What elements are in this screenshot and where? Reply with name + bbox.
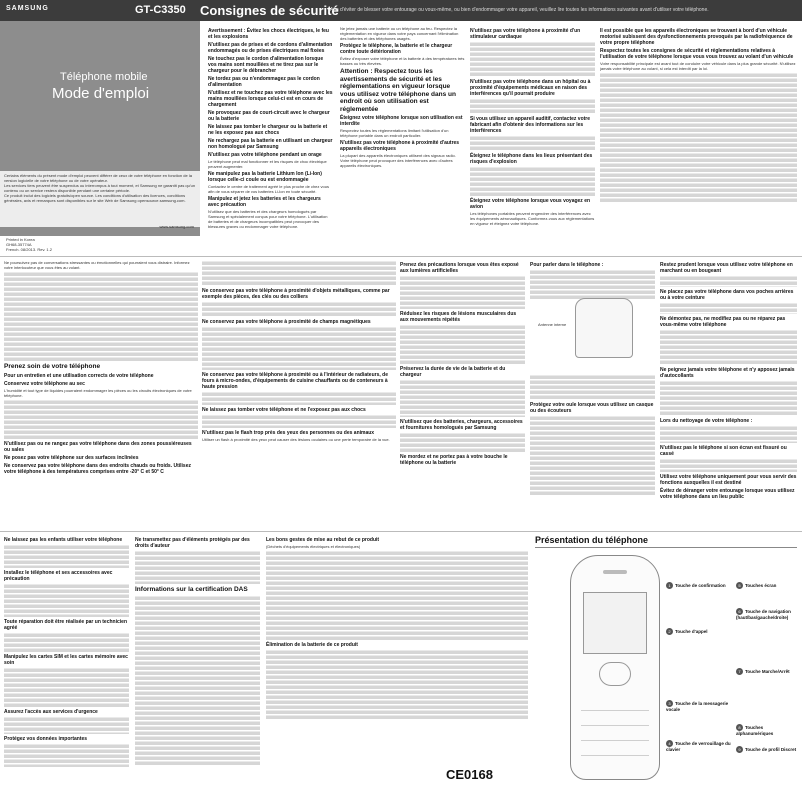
section-heading: Ne rechargez pas la batterie en utilisant un chargeur non homologué par Samsung — [208, 138, 333, 150]
section-heading: Prenez soin de votre téléphone — [4, 363, 101, 370]
section-heading: Ne tordez pas ou n'endommagez pas le cordon d'alimentation — [208, 76, 320, 88]
callout-item — [666, 628, 736, 635]
section-body: Utiliser un flash à proximité des yeux peut causer des lésions oculaires ou une perte temporaire de la vue. — [202, 437, 390, 442]
section-heading: Utilisez votre téléphone uniquement pour vous servir des fonctions auxquelles il est destiné — [660, 474, 797, 486]
section-body: L'humidité et tout type de liquides pourraient endommager les pièces ou les circuits électroniques de votre téléphone. — [4, 387, 192, 398]
brand-logo: SAMSUNG — [6, 5, 49, 12]
callout-number: 2 — [666, 628, 673, 635]
section-heading: Ne conservez pas votre téléphone à proximité ou à l'intérieur de radiateurs, de fours à micro-ondes, d'équipements de cuisine chauffants ou de conteneurs à haute pression — [202, 372, 388, 390]
section-heading: Avertissement : Évitez les chocs électriques, le feu et les explosions — [208, 28, 329, 40]
body-text-block — [660, 275, 797, 287]
section-divider — [0, 256, 802, 257]
column-battery-care — [400, 260, 525, 528]
callout-label: Touche de verrouillage du clavier — [666, 741, 731, 752]
print-line: GH68-35774A — [6, 242, 32, 247]
callout-item — [736, 668, 798, 675]
section-heading: Ne mordez et ne portez pas à votre bouche le téléphone ou la batterie — [400, 454, 508, 466]
callout-number: 8 — [736, 724, 743, 731]
callout-label: Touche de profil Discret — [745, 747, 797, 752]
section-heading: N'utilisez pas votre téléphone à proximité d'autres appareils électroniques — [340, 140, 460, 152]
section-heading: Ne conservez pas votre téléphone à proximité d'objets métalliques, comme par exemple des pièces, des clés ou des colliers — [202, 288, 390, 300]
body-text-block — [202, 260, 396, 286]
header-tagline: Afin d'éviter de blesser votre entourage ou vous-même, ou bien d'endommager votre appareil, veuillez lire toutes les informations suivantes avant d'utiliser votre téléphone. — [330, 7, 709, 13]
navigation-key-icon — [599, 662, 631, 686]
column-magnetic-objects — [202, 260, 396, 528]
section-heading: Assurez l'accès aux services d'urgence — [4, 709, 98, 715]
document-title: Consignes de sécurité — [200, 3, 339, 18]
body-text-block — [4, 544, 129, 568]
section-heading: Respectez toutes les consignes de sécurité et réglementations relatives à l'utilisation de votre téléphone lorsque vous vous trouvez au volant d'un véhicule — [600, 48, 794, 60]
warning-heading: Attention : Respectez tous les avertissements de sécurité et les réglementations en vigueur lorsque vous utilisez votre téléphone dans un endroit où son utilisation est réglementée — [340, 68, 456, 113]
model-number: GT-C3350 — [135, 4, 186, 16]
cover-title-line2: Mode d'emploi — [52, 85, 150, 102]
callout-number: 3 — [666, 700, 673, 707]
body-text-block — [600, 72, 797, 202]
section-heading: Réduisez les risques de lésions musculaires dus aux mouvements répétés — [400, 311, 517, 323]
section-heading: Restez prudent lorsque vous utilisez votre téléphone en marchant ou en bougeant — [660, 262, 793, 274]
section-heading: Évitez de déranger votre entourage lorsque vous utilisez votre téléphone dans un lieu public — [660, 488, 795, 500]
section-heading: N'utilisez pas votre téléphone à proximité d'un stimulateur cardiaque — [470, 28, 581, 40]
section-body: Ne poursuivez pas de conversations stressantes ou émotionnelles qui pourraient vous distraire. Informez votre interlocuteur que vous êtes au volant. — [4, 260, 190, 270]
callout-item — [736, 746, 798, 753]
section-heading: Ne conservez pas votre téléphone dans des endroits chauds ou froids. Utilisez votre téléphone à des températures comprises entre -20° C et 50° C — [4, 462, 191, 475]
section-body: Respectez toutes les réglementations limitant l'utilisation d'un téléphone portable dans un endroit particulier. — [340, 128, 449, 138]
callout-label: Touches écran — [745, 583, 777, 588]
body-text-block — [400, 324, 525, 364]
section-heading: Lors du nettoyage de votre téléphone : — [660, 418, 753, 424]
section-heading: Manipulez les cartes SIM et les cartes mémoire avec soin — [4, 654, 128, 666]
section-body: (Déchets d'équipements électriques et électroniques) — [266, 544, 361, 549]
section-heading: N'utilisez pas ou ne rangez pas votre téléphone dans des zones poussiéreuses ou sales — [4, 440, 192, 453]
section-heading: Ne provoquez pas de court-circuit avec le chargeur ou la batterie — [208, 110, 330, 122]
body-text-block — [135, 550, 260, 584]
section-heading: Protégez vos données importantes — [4, 736, 88, 742]
section-heading: N'utilisez et ne touchez pas votre téléphone avec les mains mouillées lorsque celui-ci est en cours de chargement — [208, 90, 333, 108]
section-heading: Ne laissez pas tomber le chargeur ou la batterie et ne les exposez pas aux chocs — [208, 124, 328, 136]
body-text-block — [4, 743, 129, 767]
callout-label: Touche d'appel — [675, 629, 708, 634]
section-heading: Conservez votre téléphone au sec — [4, 380, 85, 387]
print-line: Printed in Korea — [6, 237, 35, 242]
section-heading: Ne démontez pas, ne modifiez pas ou ne réparez pas vous-même votre téléphone — [660, 316, 786, 328]
body-text-block — [530, 374, 655, 400]
body-text-block — [660, 302, 797, 314]
section-heading: Informations sur la certification DAS — [135, 586, 248, 593]
callout-number: 4 — [666, 740, 673, 747]
section-heading: Protégez votre ouïe lorsque vous utilisez un casque ou des écouteurs — [530, 402, 654, 414]
body-text-block — [660, 458, 797, 472]
body-text-block — [660, 329, 797, 365]
section-heading: Préservez la durée de vie de la batterie et du chargeur — [400, 366, 506, 378]
section-heading: Pour un entretien et une utilisation corrects de votre téléphone — [4, 372, 154, 379]
section-heading: Ne posez pas votre téléphone sur des surfaces inclinées — [4, 454, 139, 461]
website-url[interactable]: www.samsung.com — [159, 224, 194, 229]
earpiece-icon — [603, 570, 627, 574]
section-body: Votre responsabilité principale est avant tout de conduire votre véhicule dans la plus grande sécurité. N'utilisez jamais votre téléphone au volant, si cela est interdit par la loi. — [600, 61, 796, 71]
body-text-block — [266, 649, 528, 719]
callout-item — [736, 724, 798, 736]
section-heading: Protégez le téléphone, la batterie et le chargeur contre toute détérioration — [340, 43, 453, 55]
section-heading: Éteignez votre téléphone lorsque vous voyagez en avion — [470, 198, 591, 210]
callout-label: Touche de confirmation — [675, 583, 726, 588]
column-copyright-sar — [135, 535, 260, 785]
callout-number: 5 — [736, 582, 743, 589]
section-heading: Éteignez le téléphone dans les lieux présentant des risques d'explosion — [470, 153, 593, 165]
section-heading: Toute réparation doit être réalisée par un technicien agréé — [4, 619, 127, 631]
body-text-block — [470, 41, 595, 77]
column-children-install — [4, 535, 129, 785]
section-heading: Pour parler dans le téléphone : — [530, 262, 604, 268]
section-heading: N'utilisez pas de prises et de cordons d'alimentation endommagés ou de prises électriques mal fixées — [208, 42, 333, 54]
section-body: La plupart des appareils électroniques utilisent des signaux radio. Votre téléphone peut provoquer des interférences avec d'autres appareils électroniques. — [340, 153, 456, 168]
section-heading: Prenez des précautions lorsque vous êtes exposé aux lumières artificielles — [400, 262, 519, 274]
print-line: French. 08/2013. Rev. 1.2 — [6, 247, 52, 252]
ce-mark: CE0168 — [446, 767, 493, 782]
body-text-block — [470, 98, 595, 114]
section-heading: N'utilisez pas le flash trop près des yeux des personnes ou des animaux — [202, 430, 375, 436]
callout-number: 1 — [666, 582, 673, 589]
callout-number: 6 — [736, 608, 743, 615]
section-body: Évitez d'exposer votre téléphone et la batterie à des températures très basses ou très élevées. — [340, 56, 465, 66]
section-body: Le téléphone peut mal fonctionner et les risques de choc électrique peuvent augmenter. — [208, 159, 327, 169]
body-text-block — [4, 399, 198, 439]
body-text-block — [660, 380, 797, 416]
callout-item — [666, 582, 736, 589]
antenna-phone-icon — [575, 298, 633, 358]
section-heading: N'utilisez pas votre téléphone pendant un orage — [208, 152, 322, 158]
body-text-block — [400, 379, 525, 417]
section-heading: N'utilisez que des batteries, chargeurs, accessoires et fournitures homologués par Samsung — [400, 419, 523, 431]
section-heading: Les bons gestes de mise au rebut de ce produit — [266, 537, 380, 543]
title-underline — [535, 547, 797, 548]
section-heading: Ne laissez pas tomber votre téléphone et ne l'exposez pas aux chocs — [202, 407, 366, 413]
print-info — [6, 237, 52, 252]
body-text-block — [202, 301, 396, 317]
callout-item — [736, 608, 798, 620]
phone-screen — [583, 592, 647, 654]
keypad-icon — [581, 696, 649, 770]
column-disposal — [266, 535, 528, 765]
column-vehicle — [600, 26, 797, 252]
body-text-block — [400, 432, 525, 452]
section-heading: Ne touchez pas le cordon d'alimentation lorsque vos mains sont mouillées et ne tirez pas sur le chargeur pour le débrancher — [208, 56, 324, 74]
column-usage-rules — [660, 260, 797, 528]
phone-illustration — [570, 555, 660, 780]
cover-title-line1: Téléphone mobile — [60, 71, 148, 83]
body-text-block — [470, 166, 595, 196]
section-body: Contactez le centre de traitement agréé le plus proche de chez vous afin de vous séparer de vos batteries Li-Ion en toute sécurité. — [208, 184, 329, 194]
antenna-label: Antenne interne — [538, 322, 567, 327]
section-heading: Ne laissez pas les enfants utiliser votre téléphone — [4, 537, 123, 543]
section-divider — [0, 531, 802, 532]
callout-item — [736, 582, 798, 589]
body-text-block — [470, 135, 595, 151]
body-text-block — [4, 667, 129, 707]
section-heading: Il est possible que les appareils électroniques se trouvant à bord d'un véhicule motorisé subissent des dysfonctionnements provoqués par la radiofréquence de votre propre téléphone — [600, 28, 793, 46]
callout-number: 7 — [736, 668, 743, 675]
section-heading: Si vous utilisez un appareil auditif, contactez votre fabricant afin d'obtenir des informations sur les interférences — [470, 116, 591, 134]
body-text-block — [202, 414, 396, 428]
section-heading: N'utilisez pas votre téléphone dans un hôpital ou à proximité d'équipements médicaux en raison des interférences qu'il pourrait produire — [470, 79, 591, 97]
section-body: N'utilisez que des batteries et des chargeurs homologués par Samsung et spécialement conçus pour votre téléphone. L'utilisation de batteries et de chargeurs incompatibles peut provoquer des blessures graves ou endommager votre téléphone. — [208, 209, 328, 229]
body-text-block — [4, 583, 129, 617]
body-text-block — [202, 391, 396, 405]
section-heading: Ne transmettez pas d'éléments protégés par des droits d'auteur — [135, 537, 250, 549]
body-text-block — [660, 425, 797, 443]
cover-panel — [0, 21, 200, 236]
callout-label: Touches alphanumériques — [736, 725, 774, 736]
section-heading: Ne conservez pas votre téléphone à proximité de champs magnétiques — [202, 319, 371, 325]
cover-note: Certains éléments du présent mode d'emploi peuvent différer de ceux de votre téléphone en fonction de la version logicielle de votre téléphone ou de votre opérateur. — [4, 173, 192, 183]
callout-number: 9 — [736, 746, 743, 753]
body-text-block — [202, 326, 396, 370]
body-text-block — [530, 269, 655, 299]
section-body: Ne jetez jamais une batterie ou un téléphone au feu. Respectez la réglementation en vigueur dans votre pays concernant l'élimination des batteries et des téléphones usagés. — [340, 26, 459, 41]
section-heading: Élimination de la batterie de ce produit — [266, 642, 358, 648]
cover-notes — [0, 171, 200, 227]
section-heading: Éteignez votre téléphone lorsque son utilisation est interdite — [340, 115, 463, 127]
body-text-block — [530, 415, 655, 495]
section-heading: Manipulez et jetez les batteries et les chargeurs avec précaution — [208, 196, 321, 208]
column-medical-devices — [470, 26, 595, 252]
body-text-block — [4, 271, 198, 361]
column-device-care — [4, 260, 198, 528]
cover-note: Ce produit inclut des logiciels gratuits/open source. Les conditions d'utilisation des licences, conditions générales, avis et remarques sont disponibles sur le site Web de Samsung opensource.samsung.com. — [4, 193, 186, 203]
callout-label: Touche de navigation (haut/bas/gauche/droite) — [736, 609, 791, 620]
callout-label: Touche Marche/Arrêt — [745, 669, 790, 674]
phone-diagram-title: Présentation du téléphone — [535, 535, 649, 545]
body-text-block — [266, 550, 528, 640]
column-protect-device — [340, 26, 465, 252]
cover-note: Les services tiers peuvent être suspendus ou interrompus à tout moment, et Samsung ne garantit pas qu'un contenu ou un service restera disponible pendant une certaine période. — [4, 183, 196, 193]
section-heading: N'utilisez pas le téléphone si son écran est fissuré ou cassé — [660, 445, 787, 457]
callout-item — [666, 700, 736, 712]
header-bar — [0, 0, 802, 21]
section-heading: Ne manipulez pas la batterie Lithium Ion (Li-Ion) lorsque celle-ci coule ou est endommagée — [208, 171, 322, 183]
section-heading: Ne peignez jamais votre téléphone et n'y apposez jamais d'autocollants — [660, 367, 795, 379]
body-text-block — [135, 595, 260, 765]
callout-label: Touche de la messagerie vocale — [666, 701, 729, 712]
body-text-block — [400, 275, 525, 309]
section-heading: Installez le téléphone et ses accessoires avec précaution — [4, 570, 113, 582]
section-heading: Ne placez pas votre téléphone dans vos poches arrières ou à votre ceinture — [660, 289, 794, 301]
section-body: Les téléphones portables peuvent engendrer des interférences avec les équipements aéronautiques. Conformez-vous aux réglementations en vigueur et éteignez votre téléphone. — [470, 211, 595, 226]
body-text-block — [4, 632, 129, 652]
body-text-block — [4, 716, 129, 734]
callout-item — [666, 740, 736, 752]
column-safety-electric — [208, 26, 333, 252]
